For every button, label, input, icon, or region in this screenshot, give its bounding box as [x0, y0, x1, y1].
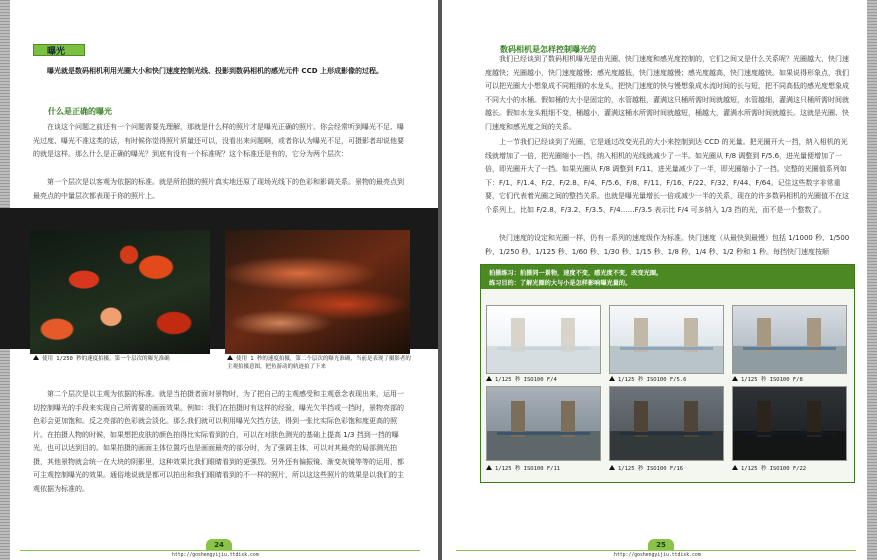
paragraph-3: 快门速度的设定和光圈一样，仍有一系列的速度级作为标准。快门速度（从最快到最慢）包括 1/1000 秒、1/500 秒、1/250 秒、1/125 秒、1/60 秒、1/30 秒、1/15 秒、1/8 秒、1/4 秒、1/2 秒和 1 秒。每挡快门速度按顺	[485, 234, 850, 256]
triangle-icon	[732, 376, 738, 381]
heading-camera-control: 数码相机是怎样控制曝光的	[500, 45, 596, 54]
paragraph-1: 在谈这个问题之前还有一个问题需要先理解，那就是什么样的照片才是曝光正确的照片。你会经常听到曝光不足、曝光过度、曝光不准这类的话，有时候你觉得照片质量还可以，没看出来问题啊，或者你认为曝光不足，可摄影者却说他要的就是这样。那么什么是正确的曝光？到底有没有一个标准呢？这个标准还是有的，它分为两个层次：	[33, 123, 404, 158]
page-number: 24	[206, 539, 232, 551]
photo-caption-5	[609, 465, 683, 473]
bridge-photo-f56	[609, 305, 724, 374]
bridge-photo-f4	[486, 305, 601, 374]
photo-caption-5-text: 1/125 秒 ISO100 F/16	[618, 466, 684, 472]
left-page	[0, 0, 438, 560]
photo-caption-2	[609, 376, 686, 384]
triangle-icon	[486, 376, 492, 381]
intro-paragraph: 曝光就是数码相机利用光圈大小和快门速度控制光线、投影到数码相机的感光元件 CCD 上形成影像的过程。	[47, 67, 383, 75]
exercise-line-1: 拍摄练习：拍摄同一景物，速度不变，感光度不变，改变光圈。	[489, 270, 663, 277]
footer-url: http://goshengyijiu.ttdisk.com	[614, 553, 701, 558]
photo-caption-3-text: 1/125 秒 ISO100 F/8	[741, 377, 803, 383]
right-page	[442, 0, 877, 560]
exercise-line-2: 练习目的：了解光圈的大与小是怎样影响曝光量的。	[489, 280, 632, 287]
caption-left	[33, 355, 213, 363]
exercise-header	[481, 265, 854, 289]
paragraph-1: 我们已经谈到了数码相机曝光是由光圈、快门速度和感光度控制的，它们之间又是什么关系呢？光圈越大，快门速度越快；光圈越小，快门速度越慢；感光度越低，快门速度越慢；感光度越高，快门速度越快。如果说得形象点，我们可以把光圈大小想象成不同粗细的水龙头，把快门速度的快与慢想象成水流时间的长与短，把不同高低的感光度想象成不同大小的水桶。假如桶的大小是固定的，水管越粗，灌满这只桶所需时间就越短，水管越细，灌满这只桶所需时间就越长。假如水龙头粗细不变，桶越小，灌满这桶水所需时间就越短，桶越大，灌满水所需时间就越长。这就是光圈、快门速度和感光度之间的关系。	[485, 55, 849, 131]
photo-caption-4-text: 1/125 秒 ISO100 F/11	[495, 466, 561, 472]
caption-right-text: 使用 1 秒的速度拍摄，第二个层次的曝光准确，当前是表现了摄影者的主观拍摄意图，把鱼游动的轨迹拍了下来	[227, 356, 411, 370]
photo-caption-4	[486, 465, 560, 473]
triangle-icon	[33, 355, 39, 360]
koi-photo-slow	[225, 230, 410, 354]
photo-caption-6	[732, 465, 806, 473]
heading-correct-exposure: 什么是正确的曝光	[48, 107, 112, 116]
paragraph-2: 上一节我们已经谈到了光圈，它是通过改变光孔的大小来控制到达 CCD 的光量。把光圈开大一挡，纳入相机的光线就增加了一倍，把光圈缩小一挡，纳入相机的光线就减少了一半。如光圈从 F/8 调整到 F/5.6，进光量便增加了一倍，即光圈开大了一挡。如果光圈从 F/8 调整到 F/11，进光量减少了一半，即光圈缩小了一挡。完整的光圈值系列如下：F/1、F/1.4、F/2、F/2.8、F/4、F/5.6、F/8、F/11、F/16、F/22、F/32、F/44、F/64。记住这些数字非常重要，它们代表着光圈之间的整挡关系。也就是曝光量增长一倍或减少一半的关系，现在的许多数码相机的光圈值不在这个系列上，比如 F/2.8、F/3.2、F/3.5、F/4……F/3.5 表示比 F/4 可多纳入 1/3 挡的光，而不是一个整数了。	[485, 138, 849, 214]
footer-url: http://goshengyijiu.ttdisk.com	[172, 553, 259, 558]
bridge-photo-f16	[609, 386, 724, 461]
triangle-icon	[732, 465, 738, 470]
triangle-icon	[227, 355, 233, 360]
triangle-icon	[609, 465, 615, 470]
triangle-icon	[486, 465, 492, 470]
triangle-icon	[609, 376, 615, 381]
photo-caption-3	[732, 376, 803, 384]
bridge-photo-f22	[732, 386, 847, 461]
right-page-edge	[867, 0, 877, 560]
page-number: 25	[648, 539, 674, 551]
paragraph-2: 第一个层次是以客观为依据的标准。就是所拍摄的照片真实地还原了现场光线下的色彩和影调关系。景物的最亮点到最亮点的中量层次都表现于你的照片上。	[33, 178, 404, 200]
koi-photo-fast	[30, 230, 210, 354]
photo-caption-2-text: 1/125 秒 ISO100 F/5.6	[618, 377, 687, 383]
photo-caption-1-text: 1/125 秒 ISO100 F/4	[495, 377, 557, 383]
caption-right	[227, 355, 412, 371]
exercise-box	[480, 264, 855, 483]
section-label-text: 曝光	[47, 47, 66, 57]
bridge-photo-f8	[732, 305, 847, 374]
bridge-photo-f11	[486, 386, 601, 461]
photo-band	[0, 208, 438, 349]
paragraph-3: 第二个层次是以主观为依据的标准。就是当拍摄者面对景物时，为了把自己的主观感受和主观意念表现出来，运用一切控制曝光的手段来实现自己所需要的画面效果。例如：我们在拍摄时有这样的经验，曝光欠半挡或一挡时，景物亮部的色彩会更加饱和。反之亮部的色彩就会淡化。那么我们就可以利用曝光欠挡方法，得到一张比实际色彩饱和度更高的照片。在拍摄人物的时候，如果想把皮肤的颜色拍得比实际看到的白，可以在对肤色测光的基础上提高 1/3 挡到一挡的曝光，也可以达到目的。如果拍摄的画面主体位置巧也是画面最亮的部分时，为了强调主体，可以对其最亮的局部测光拍摄，其他景物就会统一在大块的阴影里，这种效果比我们眼睛看到的更强烈。另外还有偏振镜、渐变灰镜等等的运用，都可主观控制曝光的效果。通俗地说就是都可以拍出和我们眼睛看到的不一样的照片，所以这这些照片的效果是以我们的主观依据为标准的。	[33, 390, 404, 493]
section-label	[33, 44, 85, 56]
photo-caption-6-text: 1/125 秒 ISO100 F/22	[741, 466, 807, 472]
photo-caption-1	[486, 376, 557, 384]
caption-left-text: 使用 1/250 秒的速度拍摄，第一个层次的曝光准确	[42, 356, 170, 362]
